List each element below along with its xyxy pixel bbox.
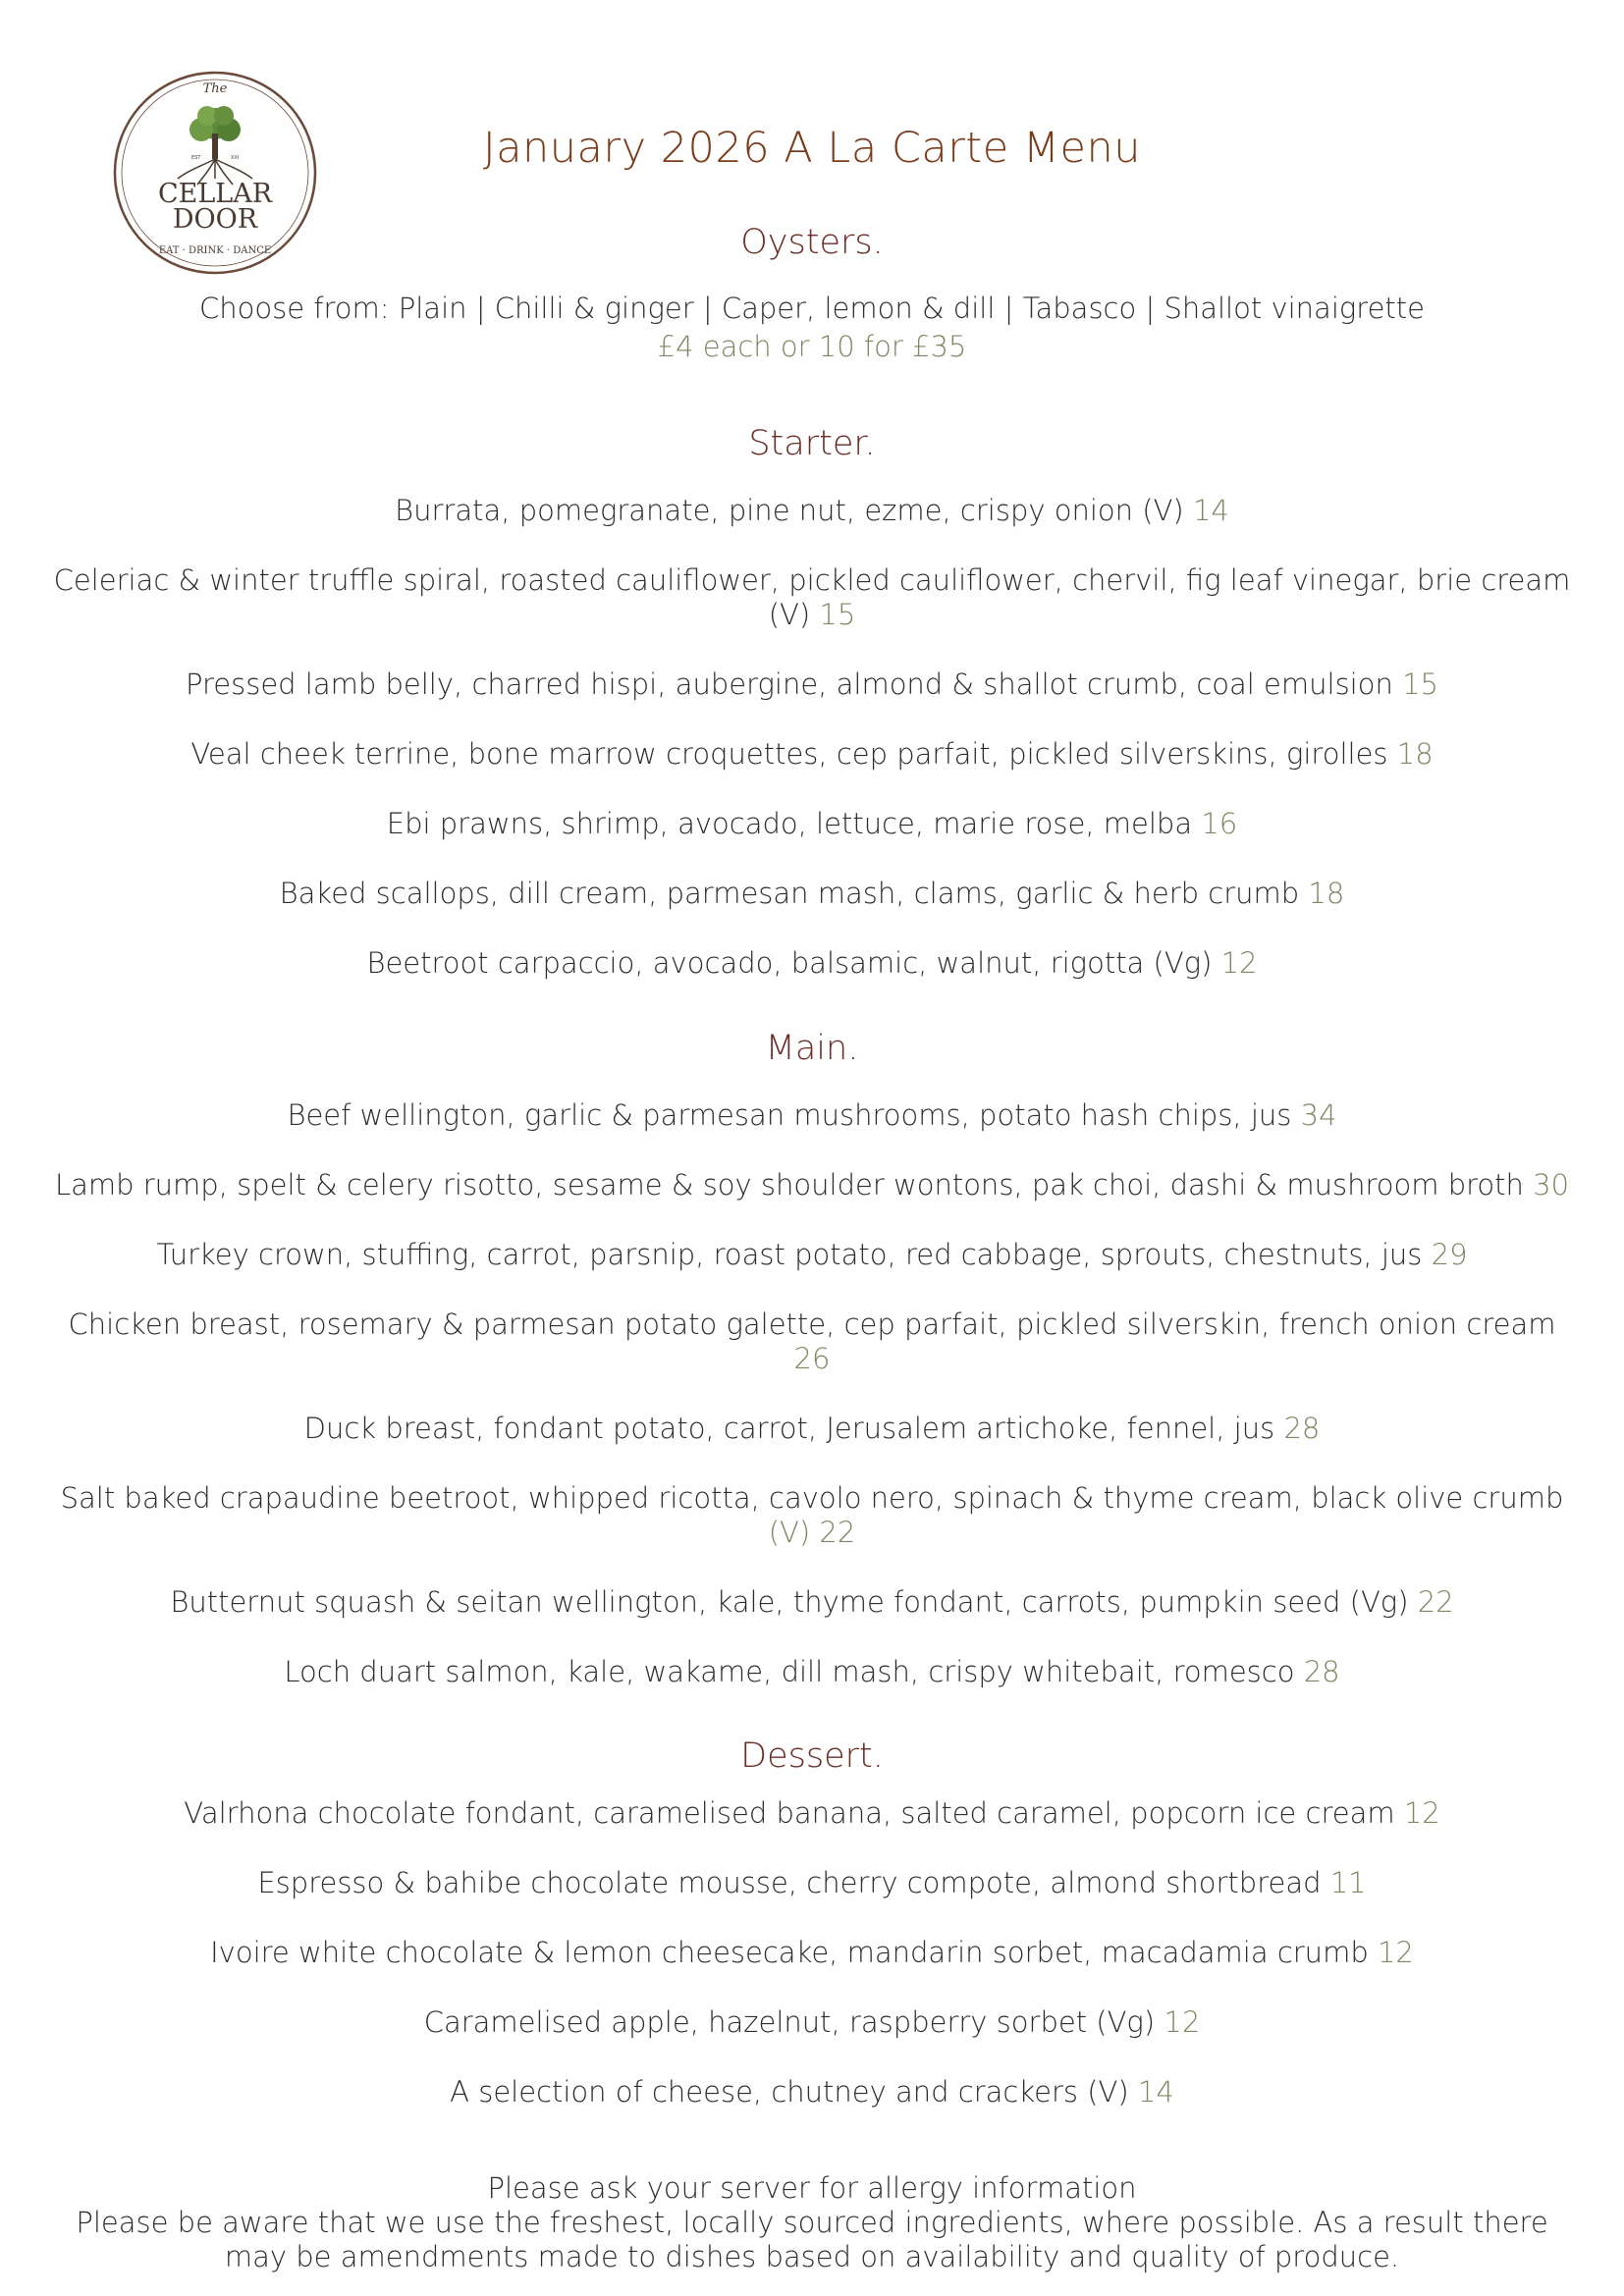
main-list — [0, 1098, 1624, 1689]
footer — [0, 2171, 1624, 2274]
menu-item-description: Lamb rump, spelt & celery risotto, sesame & soy shoulder wontons, pak choi, dashi & mushroom broth — [54, 1168, 1534, 1201]
menu-item-price: (V) 22 — [768, 1516, 856, 1549]
menu-item-description: Loch duart salmon, kale, wakame, dill mash, crispy whitebait, romesco — [284, 1655, 1304, 1688]
menu-item — [46, 1412, 1578, 1446]
menu-item-price: 12 — [1220, 946, 1258, 980]
menu-item-description: Ebi prawns, shrimp, avocado, lettuce, marie rose, melba — [386, 807, 1202, 840]
menu-item-description: Caramelised apple, hazelnut, raspberry sorbet (Vg) — [423, 2005, 1164, 2039]
menu-item-description: Beetroot carpaccio, avocado, balsamic, walnut, rigotta (Vg) — [366, 946, 1221, 980]
menu-item — [46, 1796, 1578, 1831]
menu-item-description: Chicken breast, rosemary & parmesan potato galette, cep parfait, pickled silverskin, french onion cream — [68, 1308, 1556, 1341]
logo-est-right: XXI — [231, 155, 240, 161]
menu-item — [46, 1936, 1578, 1970]
menu-item — [46, 2075, 1578, 2109]
menu-item-description: Pressed lamb belly, charred hispi, aubergine, almond & shallot crumb, coal emulsion — [186, 667, 1403, 701]
menu-item-price: 11 — [1329, 1866, 1367, 1899]
starter-list — [0, 494, 1624, 981]
menu-item — [46, 877, 1578, 911]
menu-item-description: Burrata, pomegranate, pine nut, ezme, crispy onion (V) — [395, 494, 1193, 527]
menu-item — [46, 1585, 1578, 1620]
menu-item — [46, 2005, 1578, 2040]
logo-name-line2: DOOR — [172, 204, 258, 235]
starter-section — [0, 423, 1624, 981]
menu-item-description: Turkey crown, stuffing, carrot, parsnip, roast potato, red cabbage, sprouts, chestnuts, jus — [156, 1238, 1432, 1271]
allergy-note: Please ask your server for allergy information — [487, 2171, 1137, 2205]
main-heading: Main. — [765, 1029, 859, 1068]
oysters-price: £4 each or 10 for £35 — [657, 330, 967, 363]
logo-tagline: EAT · DRINK · DANCE — [158, 245, 272, 256]
oysters-heading: Oysters. — [740, 223, 884, 262]
menu-item-price: 30 — [1533, 1168, 1570, 1201]
menu-item — [46, 1655, 1578, 1689]
menu-item-price: 26 — [793, 1342, 831, 1375]
dessert-heading: Dessert. — [740, 1736, 884, 1776]
menu-item — [46, 667, 1578, 702]
oysters-section — [0, 222, 1624, 364]
menu-item-price: 15 — [819, 598, 856, 631]
menu-item-price: 28 — [1283, 1412, 1321, 1445]
menu-item — [46, 1168, 1578, 1202]
menu-item — [46, 737, 1578, 772]
menu-item — [46, 494, 1578, 528]
menu-item-price: 14 — [1137, 2075, 1174, 2109]
dessert-list — [0, 1796, 1624, 2109]
menu-item-price: 12 — [1164, 2005, 1201, 2039]
menu-item-price: 12 — [1377, 1936, 1414, 1969]
menu-item — [46, 1866, 1578, 1900]
main-section — [0, 1028, 1624, 1689]
menu-item-price: 29 — [1431, 1238, 1468, 1271]
menu-item — [46, 807, 1578, 841]
menu-item-price: 15 — [1402, 667, 1438, 701]
starter-heading: Starter. — [748, 424, 876, 463]
menu-item-description: Baked scallops, dill cream, parmesan mash, clams, garlic & herb crumb — [279, 877, 1309, 910]
menu-item — [46, 946, 1578, 981]
menu-item-description: Valrhona chocolate fondant, caramelised banana, salted caramel, popcorn ice cream — [184, 1796, 1404, 1830]
logo-name-line1: CELLAR — [157, 179, 273, 209]
oysters-choices: Choose from: Plain | Chilli & ginger | Caper, lemon & dill | Tabasco | Shallot vinaigrette — [199, 292, 1425, 325]
menu-item-price: 14 — [1192, 494, 1229, 527]
menu-item-description: Duck breast, fondant potato, carrot, Jerusalem artichoke, fennel, jus — [303, 1412, 1284, 1445]
logo-top-text: The — [202, 81, 228, 96]
menu-item-description: Espresso & bahibe chocolate mousse, cherry compote, almond shortbread — [257, 1866, 1330, 1899]
logo-est-left: EST — [191, 155, 201, 161]
menu-item-description: Beef wellington, garlic & parmesan mushrooms, potato hash chips, jus — [287, 1098, 1301, 1132]
menu-item-description: A selection of cheese, chutney and crackers (V) — [450, 2075, 1138, 2109]
menu-item-description: Salt baked crapaudine beetroot, whipped ricotta, cavolo nero, spinach & thyme cream, black olive crumb — [60, 1481, 1564, 1515]
menu-item-price: 18 — [1396, 737, 1434, 771]
menu-item-price: 28 — [1303, 1655, 1340, 1688]
menu-title: January 2026 A La Carte Menu — [483, 124, 1141, 173]
menu-item-description: Celeriac & winter truffle spiral, roasted cauliflower, pickled cauliflower, chervil, fig leaf vinegar, brie cream (V) — [53, 563, 1571, 631]
menu-item-description: Butternut squash & seitan wellington, kale, thyme fondant, carrots, pumpkin seed (Vg) — [170, 1585, 1418, 1619]
menu-item-description: Ivoire white chocolate & lemon cheesecake, mandarin sorbet, macadamia crumb — [210, 1936, 1378, 1969]
menu-item — [46, 1308, 1578, 1376]
menu-item-description: Veal cheek terrine, bone marrow croquettes, cep parfait, pickled silverskins, girolles — [190, 737, 1397, 771]
menu-item — [46, 563, 1578, 632]
menu-item-price: 18 — [1308, 877, 1345, 910]
menu-item-price: 16 — [1201, 807, 1238, 840]
menu-item — [46, 1481, 1578, 1550]
menu-item — [46, 1098, 1578, 1133]
menu-item-price: 22 — [1417, 1585, 1454, 1619]
availability-notice: Please be aware that we use the freshest, locally sourced ingredients, where possible. As a result there may be amendments made to dishes based on availability and quality of produce. — [76, 2206, 1548, 2273]
menu-item — [46, 1238, 1578, 1272]
dessert-section — [0, 1735, 1624, 2109]
menu-item-price: 34 — [1300, 1098, 1337, 1132]
menu-item-price: 12 — [1403, 1796, 1440, 1830]
